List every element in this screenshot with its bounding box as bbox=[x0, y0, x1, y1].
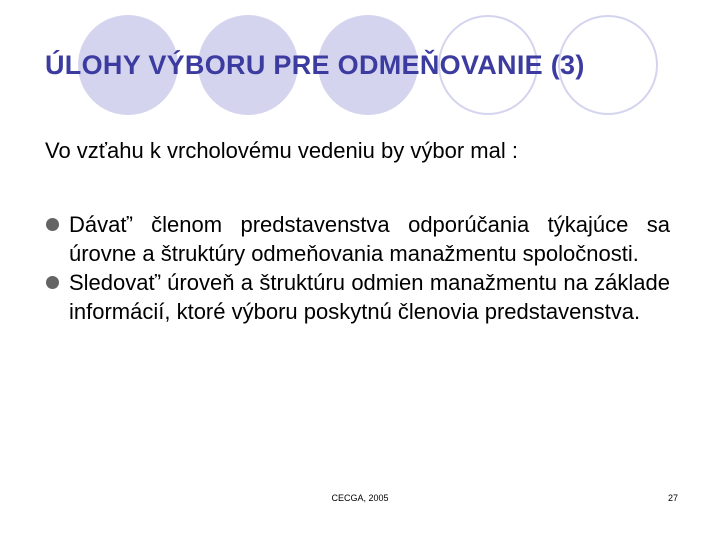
footer-source: CECGA, 2005 bbox=[331, 493, 389, 503]
bullet-text: Dávať’ členom predstavenstva odporúčania týkajúce sa úrovne a štruktúry odmeňovania manažmentu spoločnosti. bbox=[69, 212, 670, 266]
bullet-text: Sledovať’ úroveň a štruktúru odmien manažmentu na základe informácií, ktoré výboru poskytnú členovia predstavenstva. bbox=[69, 270, 670, 324]
list-item bbox=[45, 268, 670, 326]
intro-text: Vo vzťahu k vrcholovému vedeniu by výbor mal : bbox=[45, 138, 518, 163]
slide-title: ÚLOHY VÝBORU PRE ODMEŇOVANIE (3) bbox=[45, 50, 585, 80]
page-number: 27 bbox=[667, 493, 678, 503]
bullet-icon bbox=[46, 218, 59, 231]
list-item bbox=[45, 210, 670, 268]
bullet-icon bbox=[46, 276, 59, 289]
bullet-list bbox=[45, 210, 670, 326]
